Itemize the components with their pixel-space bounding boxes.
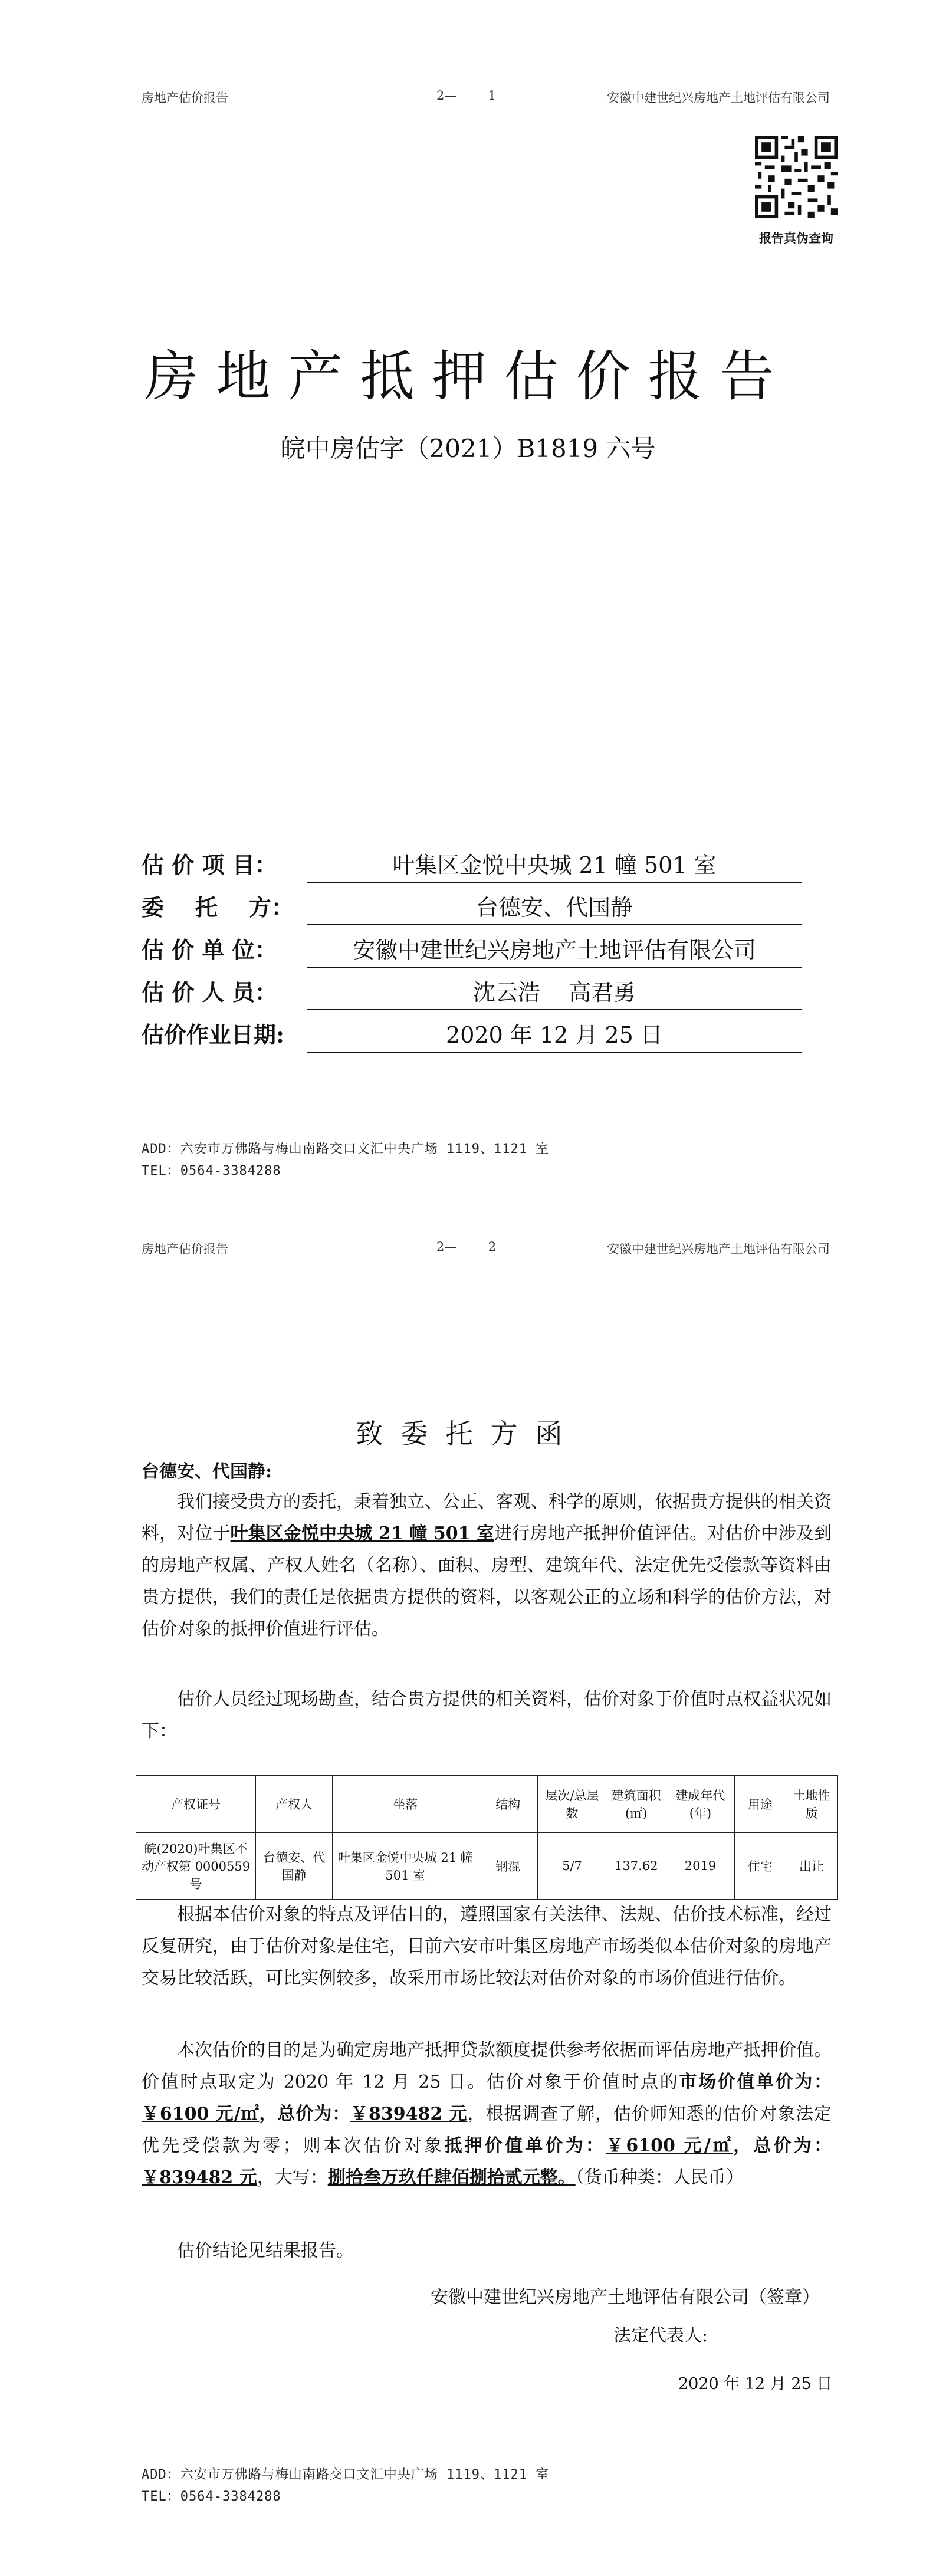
- header-page-number: 2— 1: [436, 88, 497, 103]
- p4-text: ，大写：: [257, 2167, 328, 2188]
- table-header: 层次/总层数: [538, 1776, 606, 1833]
- mortgage-total-label: ，总价为：: [733, 2135, 832, 2156]
- table-cell: 出让: [786, 1833, 837, 1900]
- table-cell: 钢混: [478, 1833, 537, 1900]
- mortgage-unit-price-label: 抵押价值单价为：: [444, 2135, 606, 2156]
- table-header: 结构: [478, 1776, 537, 1833]
- field-label: 委 托 方：: [142, 894, 294, 921]
- paragraph-5: 估价结论见结果报告。: [177, 2240, 354, 2261]
- market-total-price: ￥839482 元: [350, 2104, 468, 2124]
- field-value: 安徽中建世纪兴房地产土地评估有限公司: [307, 932, 802, 968]
- page-footer: [142, 2455, 802, 2508]
- property-address: 叶集区金悦中央城 21 幢 501 室: [230, 1523, 495, 1544]
- footer-phone: TEL：0564-3384288: [142, 1164, 281, 1178]
- cover-page: [0, 0, 936, 1238]
- page-header: [142, 88, 830, 112]
- paragraph-3: 根据本估价对象的特点及评估目的，遵照国家有关法律、法规、估价技术标准，经过反复研究，由于估价对象是住宅，目前六安市叶集区房地产市场类似本估价对象的房地产交易比较活跃，可比实例较多，故采用市场比较法对估价对象的市场价值进行估价。: [142, 1904, 832, 1989]
- letter-date: 2020 年 12 月 25 日: [678, 2375, 833, 2393]
- table-cell: 台德安、代国静: [256, 1833, 333, 1900]
- field-label: 估 价 单 位：: [142, 937, 277, 963]
- amount-in-words: 捌拾叁万玖仟肆佰捌拾贰元整。: [327, 2167, 576, 2188]
- header-left: 房地产估价报告: [142, 91, 228, 105]
- table-cell: 5/7: [538, 1833, 606, 1900]
- qr-code-icon[interactable]: [755, 136, 838, 218]
- table-header: 产权人: [256, 1776, 333, 1833]
- qr-caption: 报告真伪查询: [759, 231, 833, 245]
- header-left: 房地产估价报告: [142, 1242, 228, 1256]
- paragraph-4: [142, 2035, 832, 2194]
- table-cell: 住宅: [734, 1833, 786, 1900]
- field-value: 2020 年 12 月 25 日: [307, 1017, 802, 1053]
- mortgage-total-price: ￥839482 元: [142, 2167, 257, 2188]
- field-value: 叶集区金悦中央城 21 幢 501 室: [307, 847, 802, 883]
- table-cell: 2019: [666, 1833, 734, 1900]
- p4-text: ，根据调查了解，估价师知悉的估价对象法定优先受偿款为零；则本次估价对象: [142, 2104, 832, 2156]
- table-cell: 叶集区金悦中央城 21 幢 501 室: [333, 1833, 478, 1900]
- p1-text-b: 进行房地产抵押价值评估。对估价中涉及到的房地产权属、产权人姓名（名称）、面积、房型、建筑年代、法定优先受偿款等资料由贵方提供，我们的责任是依据贵方提供的资料，以客观公正的立场和科学的估价方法，对估价对象的抵押价值进行评估。: [142, 1523, 832, 1639]
- footer-address: ADD：六安市万佛路与梅山南路交口文汇中央广场 1119、1121 室: [142, 1142, 550, 1156]
- field-label: 估 价 项 目：: [142, 852, 277, 878]
- field-value: 沈云浩 高君勇: [307, 974, 802, 1010]
- market-total-label: ，总价为：: [259, 2104, 351, 2124]
- report-number: 皖中房估字（2021）B1819 六号: [280, 434, 656, 463]
- market-unit-price: ￥6100 元/㎡: [142, 2104, 260, 2124]
- page-header: [142, 1240, 830, 1263]
- page-footer: [142, 1129, 802, 1182]
- table-header-row: [136, 1776, 838, 1833]
- table-header: 建成年代(年): [666, 1776, 734, 1833]
- salutation: 台德安、代国静:: [142, 1461, 272, 1482]
- table-header: 土地性质: [786, 1776, 837, 1833]
- field-label: 估价作业日期:: [142, 1021, 285, 1048]
- letter-title: 致委托方函: [356, 1418, 580, 1450]
- p4-text: 本次估价的目的是为确定房地产抵押贷款额度提供参考依据而评估房地产抵押价值。价值时点取定为 2020 年 12 月 25 日。估价对象于价值时点的: [142, 2040, 832, 2092]
- footer-phone: TEL：0564-3384288: [142, 2489, 281, 2504]
- legal-representative: 法定代表人:: [613, 2325, 708, 2346]
- table-cell: 137.62: [606, 1833, 666, 1900]
- field-value: 台德安、代国静: [307, 889, 802, 925]
- header-page-number: 2— 2: [436, 1240, 497, 1254]
- table-row: [136, 1833, 838, 1900]
- table-header: 坐落: [333, 1776, 478, 1833]
- table-header: 产权证号: [136, 1776, 256, 1833]
- property-table: [136, 1775, 838, 1900]
- market-unit-price-label: 市场价值单价为：: [679, 2072, 832, 2092]
- paragraph-1: [142, 1486, 832, 1645]
- currency-note: （货币种类：人民币）: [575, 2167, 744, 2188]
- letter-page: [0, 1238, 936, 2576]
- company-signature: 安徽中建世纪兴房地产土地评估有限公司（签章）: [431, 2287, 820, 2308]
- footer-address: ADD：六安市万佛路与梅山南路交口文汇中央广场 1119、1121 室: [142, 2467, 550, 2482]
- p1-text-a: 我们接受贵方的委托，秉着独立、公正、客观、科学的原则，依据贵方提供的相关资料，对位于: [142, 1491, 832, 1544]
- paragraph-2: 估价人员经过现场勘查，结合贵方提供的相关资料，估价对象于价值时点权益状况如下：: [142, 1689, 832, 1742]
- field-label: 估 价 人 员：: [142, 979, 277, 1006]
- header-right: 安徽中建世纪兴房地产土地评估有限公司: [607, 91, 830, 105]
- table-header: 用途: [734, 1776, 786, 1833]
- table-cell: 皖(2020)叶集区不动产权第 0000559 号: [136, 1833, 256, 1900]
- table-header: 建筑面积(㎡): [606, 1776, 666, 1833]
- mortgage-unit-price: ￥6100 元/㎡: [606, 2135, 734, 2156]
- header-right: 安徽中建世纪兴房地产土地评估有限公司: [607, 1242, 830, 1256]
- report-title: 房地产抵押估价报告: [144, 345, 792, 408]
